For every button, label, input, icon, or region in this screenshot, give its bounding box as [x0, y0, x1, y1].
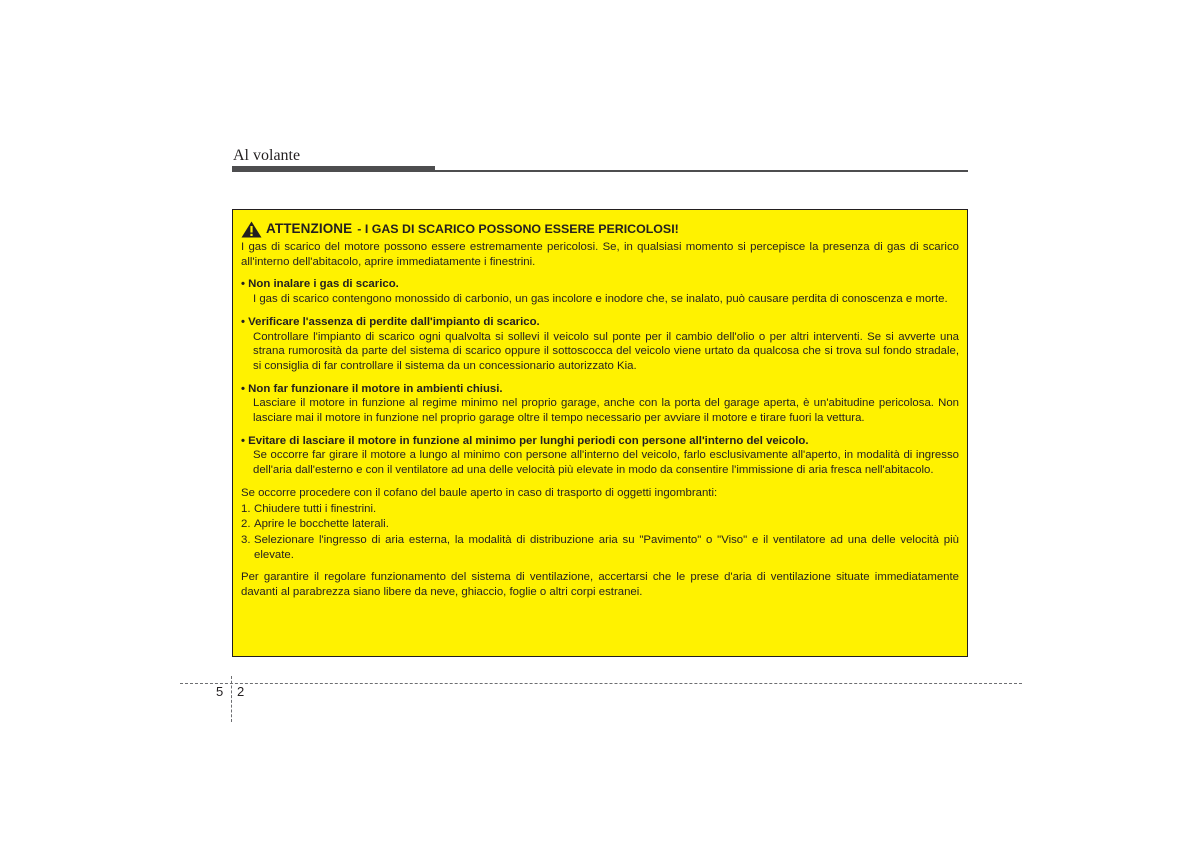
step-number: 2.: [241, 518, 251, 531]
warning-bullet: [241, 315, 959, 374]
bullet-heading: • Non far funzionare il motore in ambienti chiusi.: [241, 382, 503, 395]
bullet-body: Se occorre far girare il motore a lungo al minimo con persone all'interno del veicolo, farlo esclusivamente all'aperto, in modalità di ingresso dell'aria dall'esterno e con il ventilatore ad una delle velocità più elevate in modo da consentire l'immissione di aria fresca nell'abitacolo.: [253, 449, 959, 477]
warning-title: ATTENZIONE: [266, 220, 353, 236]
warning-bullet: [241, 277, 959, 306]
step-number: 3.: [241, 533, 251, 546]
header-rule-thin: [435, 170, 968, 172]
section-title: Al volante: [233, 147, 301, 164]
warning-triangle-icon: [241, 221, 262, 238]
footer-divider: [180, 683, 1022, 684]
bullet-heading: • Evitare di lasciare il motore in funzione al minimo per lunghi periodi con persone all'interno del veicolo.: [241, 434, 809, 447]
warning-header: [241, 219, 959, 239]
step-item: [241, 517, 959, 532]
step-item: [241, 502, 959, 517]
warning-bullet: [241, 382, 959, 426]
warning-subtitle: - I GAS DI SCARICO POSSONO ESSERE PERICOLOSI!: [357, 221, 679, 236]
footer-page-separator: [231, 676, 232, 722]
step-number: 1.: [241, 502, 251, 515]
step-text: Chiudere tutti i finestrini.: [254, 502, 377, 515]
step-text: Aprire le bocchette laterali.: [254, 518, 389, 531]
page-number: 2: [237, 684, 245, 699]
warning-intro: I gas di scarico del motore possono essere estremamente pericolosi. Se, in qualsiasi momento si percepisce la presenza di gas di scarico all'interno dell'abitacolo, aprire immediatamente i finestrini.: [241, 241, 959, 268]
warning-closing: Per garantire il regolare funzionamento del sistema di ventilazione, accertarsi che le prese d'aria di ventilazione situate immediatamente davanti al parabrezza siano libere da neve, ghiaccio, foglie o altri corpi estranei.: [241, 571, 959, 599]
step-item: [241, 533, 959, 562]
bullet-heading: • Non inalare i gas di scarico.: [241, 278, 399, 291]
bullet-body: Controllare l'impianto di scarico ogni qualvolta si sollevi il veicolo sul ponte per il cambio dell'olio o per altri interventi. Se si avverte una strana rumorosità da parte del sistema di scarico oppure il sottoscocca del veicolo viene urtato da qualcosa che si trova sul fondo stradale, si consiglia di far controllare il sistema da un concessionario autorizzato Kia.: [253, 330, 959, 372]
warning-box: [232, 209, 968, 657]
chapter-number: 5: [216, 684, 224, 699]
bullet-body: I gas di scarico contengono monossido di carbonio, un gas incolore e inodore che, se inalato, può causare perdita di conoscenza e morte.: [253, 293, 948, 306]
steps-intro: Se occorre procedere con il cofano del baule aperto in caso di trasporto di oggetti ingombranti:: [241, 486, 718, 499]
bullet-heading: • Verificare l'assenza di perdite dall'impianto di scarico.: [241, 315, 540, 328]
warning-bullet: [241, 434, 959, 478]
bullet-body: Lasciare il motore in funzione al regime minimo nel proprio garage, anche con la porta del garage aperta, è un'abitudine pericolosa. Non lasciare mai il motore in funzione nel proprio garage oltre il tempo necessario per avviare il motore e tirare fuori la vettura.: [253, 397, 959, 425]
step-text: Selezionare l'ingresso di aria esterna, la modalità di distribuzione aria su "Pavimento" o "Viso" e il ventilatore ad una delle velocità più elevate.: [254, 533, 959, 561]
header-rule-thick: [232, 166, 435, 172]
